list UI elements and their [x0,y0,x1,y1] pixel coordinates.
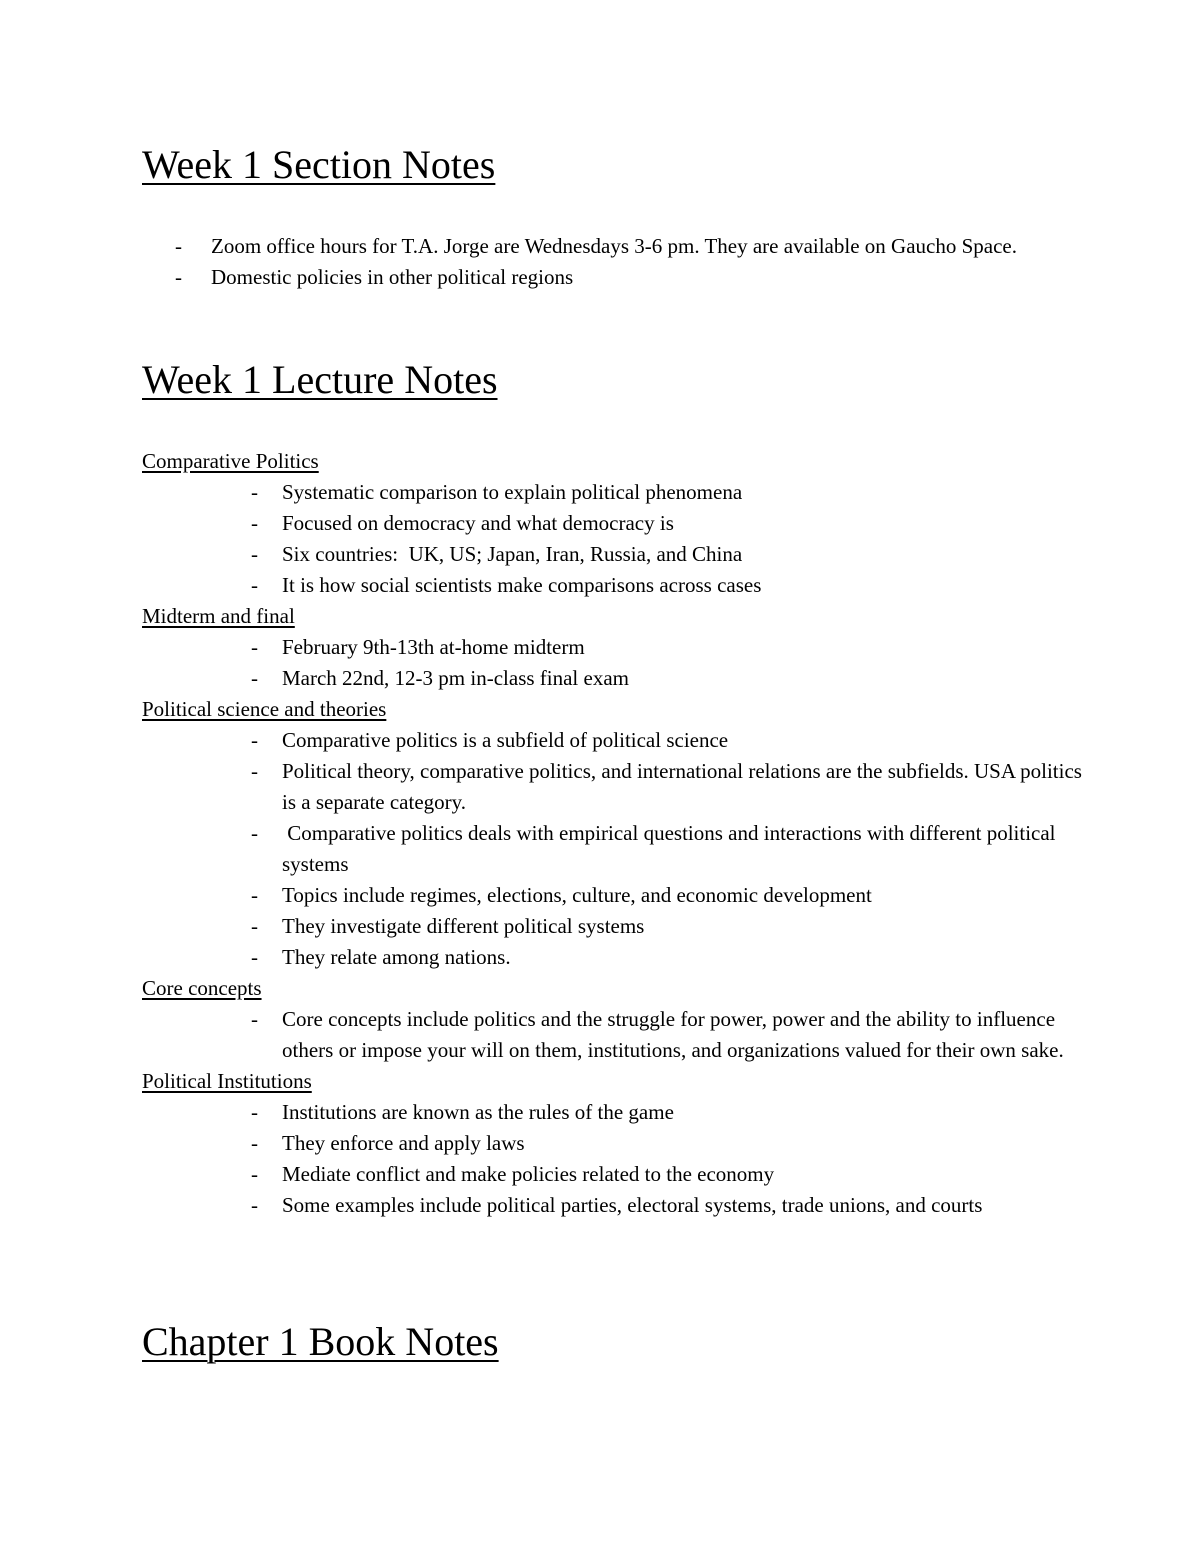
bullet-dash: - [251,728,258,752]
list-item [251,508,1082,539]
list-item-text: Focused on democracy and what democracy is [282,511,674,535]
list-item-text: Some examples include political parties, electoral systems, trade unions, and courts [282,1193,983,1217]
list-item-text: Comparative politics is a subfield of political science [282,728,729,752]
bullet-dash: - [175,265,182,289]
list-item [251,1004,1082,1066]
book-notes-heading: Chapter 1 Book Notes [142,1319,499,1364]
lecture-notes-heading: Week 1 Lecture Notes [142,357,498,402]
list-item-text: Core concepts include politics and the struggle for power, power and the ability to influence others or impose your will on them, institutions, and organizations valued for their own sake. [282,1007,1064,1062]
list-item-text: Domestic policies in other political regions [211,265,574,289]
bullet-dash: - [251,666,258,690]
list-item-text: Zoom office hours for T.A. Jorge are Wednesdays 3-6 pm. They are available on Gaucho Space. [211,234,1017,258]
subheading-comparative-politics: Comparative Politics [142,449,319,473]
bullet-dash: - [175,234,182,258]
political-science-list [142,725,1082,973]
list-item-text: They relate among nations. [282,945,511,969]
list-item [251,818,1082,880]
bullet-dash: - [251,821,258,845]
bullet-dash: - [251,945,258,969]
list-item [251,942,1082,973]
list-item [251,632,1082,663]
list-item-text: It is how social scientists make comparisons across cases [282,573,762,597]
list-item [251,1159,1082,1190]
list-item-text: Institutions are known as the rules of the game [282,1100,674,1124]
bullet-dash: - [251,635,258,659]
subheading-political-institutions: Political Institutions [142,1069,312,1093]
bullet-dash: - [251,759,258,783]
list-item [251,539,1082,570]
list-item [251,1097,1082,1128]
bullet-dash: - [251,1131,258,1155]
list-item [251,570,1082,601]
list-item-text: They enforce and apply laws [282,1131,525,1155]
subheading-core-concepts: Core concepts [142,976,262,1000]
list-item-text: Topics include regimes, elections, culture, and economic development [282,883,872,907]
list-item-text: Comparative politics deals with empirical questions and interactions with different political systems [282,821,1061,876]
bullet-dash: - [251,1100,258,1124]
list-item [251,756,1082,818]
list-item [251,1190,1082,1221]
bullet-dash: - [251,1193,258,1217]
bullet-dash: - [251,1162,258,1186]
section-notes-list [175,231,1071,293]
bullet-dash: - [251,573,258,597]
list-item [175,262,1071,293]
list-item [251,1128,1082,1159]
list-item-text: Six countries: UK, US; Japan, Iran, Russia, and China [282,542,743,566]
political-institutions-list [142,1097,1082,1221]
bullet-dash: - [251,914,258,938]
list-item-text: Systematic comparison to explain political phenomena [282,480,743,504]
bullet-dash: - [251,883,258,907]
list-item [251,880,1082,911]
bullet-dash: - [251,1007,258,1031]
list-item [251,477,1082,508]
list-item [251,911,1082,942]
lecture-notes-body [142,446,1082,1221]
list-item-text: They investigate different political systems [282,914,645,938]
list-item-text: February 9th-13th at-home midterm [282,635,585,659]
comparative-politics-list [142,477,1082,601]
list-item-text: Mediate conflict and make policies related to the economy [282,1162,775,1186]
list-item [175,231,1071,262]
bullet-dash: - [251,511,258,535]
midterm-and-final-list [142,632,1082,694]
section-notes-heading: Week 1 Section Notes [142,142,496,187]
list-item-text: March 22nd, 12-3 pm in-class final exam [282,666,629,690]
subheading-midterm-and-final: Midterm and final [142,604,295,628]
subheading-political-science-and-theories: Political science and theories [142,697,387,721]
bullet-dash: - [251,480,258,504]
list-item [251,725,1082,756]
list-item-text: Political theory, comparative politics, and international relations are the subfields. USA politics is a separate category. [282,759,1082,814]
list-item [251,663,1082,694]
bullet-dash: - [251,542,258,566]
core-concepts-list [142,1004,1082,1066]
